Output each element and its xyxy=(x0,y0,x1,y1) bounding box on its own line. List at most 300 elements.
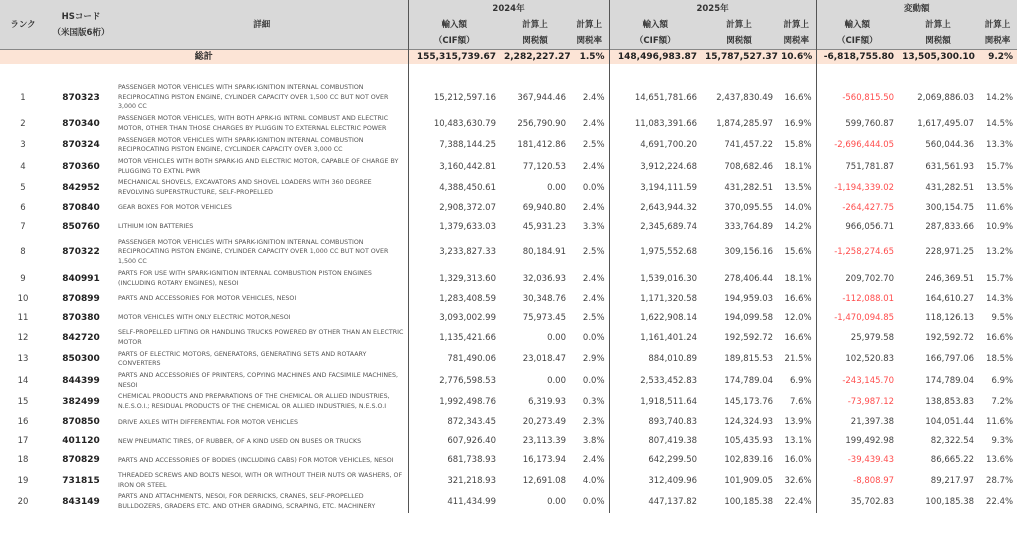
hs-code-cell: 870324 xyxy=(62,140,100,151)
cif-change-cell: -1,258,274.65 xyxy=(816,237,898,268)
tax-change-cell: 631,561.93 xyxy=(925,161,975,172)
2025-cif-header-line2: （CIF額） xyxy=(634,36,676,46)
rate-2024-cell: 2.4% xyxy=(582,161,605,172)
table-header xyxy=(0,0,1017,50)
cif-change-cell: -2,696,444.05 xyxy=(816,135,898,156)
detail-cell: PARTS AND ATTACHMENTS, NESOI, FOR DERRICKS, CRANES, SELF-PROPELLED BULLDOZERS, GRADERS ETC. AND OTHER GRADING, SCRAPING, ETC. MACHINERY xyxy=(118,493,376,510)
table-row xyxy=(0,113,1017,134)
cif-2024-cell: 2,776,598.53 xyxy=(408,370,500,391)
rate-2025-cell: 18.1% xyxy=(784,161,812,172)
cif-2025-cell: 14,651,781.66 xyxy=(609,82,701,113)
rank-cell: 1 xyxy=(20,92,26,103)
tax-change-cell: 2,069,886.03 xyxy=(917,92,975,103)
cif-2024-cell: 1,135,421.66 xyxy=(408,327,500,348)
cif-change-cell: 751,781.87 xyxy=(816,156,898,177)
tax-2024-cell: 80,184.91 xyxy=(522,247,566,258)
tax-change-cell: 174,789.04 xyxy=(925,375,975,386)
rank-cell: 15 xyxy=(17,397,29,408)
hs-code-cell: 870323 xyxy=(62,92,100,103)
cif-change-cell: -1,194,339.02 xyxy=(816,177,898,198)
rate-2024-cell: 2.4% xyxy=(582,293,605,304)
table-row xyxy=(0,413,1017,432)
rank-cell: 16 xyxy=(17,417,29,428)
table-row xyxy=(0,156,1017,177)
cif-2024-cell: 10,483,630.79 xyxy=(408,113,500,134)
rate-2024-cell: 4.0% xyxy=(582,475,605,486)
tax-2024-cell: 12,691.08 xyxy=(522,475,566,486)
rate-2025-cell: 22.4% xyxy=(784,496,812,507)
rate-change-cell: 22.4% xyxy=(986,496,1014,507)
hs-code-cell: 850300 xyxy=(62,354,100,365)
tax-2024-cell: 16,173.94 xyxy=(522,455,566,466)
rank-cell: 2 xyxy=(20,118,26,129)
2025-tax-header xyxy=(701,17,777,50)
rank-cell: 9 xyxy=(20,273,26,284)
detail-cell: PARTS OF ELECTRIC MOTORS, GENERATORS, GENERATING SETS AND ROTAARY CONVERTERS xyxy=(118,350,367,368)
cif-2025-cell: 1,975,552.68 xyxy=(609,237,701,268)
hs-code-cell: 870840 xyxy=(62,203,100,214)
tax-2025-cell: 278,406.44 xyxy=(724,273,774,284)
tax-change-cell: 86,665.22 xyxy=(930,455,975,466)
total-cif-2025: 148,496,983.87 xyxy=(609,50,701,65)
change-rate-header-line2: 関税率 xyxy=(984,36,1011,46)
hs-code-cell: 842720 xyxy=(62,332,100,343)
tax-2025-cell: 370,095.55 xyxy=(724,203,774,214)
tax-change-cell: 431,282.51 xyxy=(925,183,975,194)
year-2025-header: 2025年 xyxy=(609,0,816,17)
cif-2025-cell: 11,083,391.66 xyxy=(609,113,701,134)
rate-change-cell: 13.3% xyxy=(986,140,1014,151)
change-tax-header-line2: 関税額 xyxy=(925,36,951,46)
change-rate-header xyxy=(978,17,1017,50)
rate-change-cell: 13.6% xyxy=(986,455,1014,466)
2025-rate-header-line1: 計算上 xyxy=(783,20,810,30)
rate-2025-cell: 6.9% xyxy=(789,375,812,386)
rank-cell: 20 xyxy=(17,496,29,507)
detail-cell: PARTS FOR USE WITH SPARK-IGNITION INTERNAL COMBUSTION PISTON ENGINES (INCLUDING ROTARY ENGINES), NESOI xyxy=(118,269,372,287)
tax-2024-cell: 45,931.23 xyxy=(522,222,566,233)
cif-2024-cell: 1,379,633.03 xyxy=(408,218,500,237)
2024-rate-header-line1: 計算上 xyxy=(576,20,603,30)
cif-2025-cell: 3,194,111.59 xyxy=(609,177,701,198)
cif-2025-cell: 893,740.83 xyxy=(609,413,701,432)
total-cif-change: -6,818,755.80 xyxy=(816,50,898,65)
rate-2025-cell: 15.8% xyxy=(784,140,812,151)
table-row xyxy=(0,308,1017,327)
tax-change-cell: 164,610.27 xyxy=(925,293,975,304)
cif-change-cell: 21,397.38 xyxy=(816,413,898,432)
rank-cell: 7 xyxy=(20,222,26,233)
hs-code-cell: 870360 xyxy=(62,161,100,172)
rate-2024-cell: 3.8% xyxy=(582,436,605,447)
rate-2024-cell: 0.0% xyxy=(582,375,605,386)
change-cif-header-line2: （CIF額） xyxy=(836,36,878,46)
tax-2025-cell: 333,764.89 xyxy=(724,222,774,233)
tax-2025-cell: 145,173.76 xyxy=(724,397,774,408)
rate-2024-cell: 2.5% xyxy=(582,140,605,151)
cif-change-cell: -560,815.50 xyxy=(816,82,898,113)
tax-2024-cell: 23,018.47 xyxy=(522,354,566,365)
tax-2025-cell: 105,435.93 xyxy=(724,436,774,447)
cif-change-cell: 209,702.70 xyxy=(816,268,898,289)
rate-2025-cell: 18.1% xyxy=(784,273,812,284)
hs-code-cell: 870829 xyxy=(62,455,100,466)
cif-2025-cell: 2,533,452.83 xyxy=(609,370,701,391)
cif-2025-cell: 1,171,320.58 xyxy=(609,289,701,308)
total-tax-change: 13,505,300.10 xyxy=(898,50,978,65)
2024-cif-header-line2: （CIF額） xyxy=(433,36,475,46)
tax-change-cell: 1,617,495.07 xyxy=(917,118,975,129)
change-cif-header-line1: 輸入額 xyxy=(844,20,871,30)
year-2024-header: 2024年 xyxy=(408,0,609,17)
rate-2024-cell: 2.4% xyxy=(582,118,605,129)
2024-tax-header-line2: 関税額 xyxy=(522,36,548,46)
hs-code-cell: 731815 xyxy=(62,475,100,486)
total-rate-2025: 10.6% xyxy=(777,50,816,65)
detail-cell: PARTS AND ACCESSORIES OF BODIES (INCLUDING CABS) FOR MOTOR VEHICLES, NESOI xyxy=(118,456,394,464)
table-row xyxy=(0,391,1017,412)
tax-2024-cell: 6,319.93 xyxy=(528,397,566,408)
detail-cell: MOTOR VEHICLES WITH BOTH SPARK-IG AND ELECTRIC MOTOR, CAPABLE OF CHARGE BY PLUGGING TO EXTNL PWR xyxy=(118,157,399,175)
rate-2025-cell: 16.6% xyxy=(784,332,812,343)
change-tax-header-line1: 計算上 xyxy=(925,20,951,30)
tax-2025-cell: 1,874,285.97 xyxy=(716,118,774,129)
hs-code-cell: 382499 xyxy=(62,397,100,408)
table-row xyxy=(0,327,1017,348)
cif-change-cell: -8,808.97 xyxy=(816,470,898,491)
rate-change-cell: 15.7% xyxy=(986,273,1014,284)
rate-2024-cell: 2.5% xyxy=(582,312,605,323)
detail-cell: PASSENGER MOTOR VEHICLES WITH SPARK-IGNITION INTERNAL COMBUSTION RECIPROCATING PISTON ENGINE, CYCLINDER CAPACITY OVER 3,000 CC xyxy=(118,136,364,154)
tax-2025-cell: 2,437,830.49 xyxy=(716,92,774,103)
change-header: 変動額 xyxy=(816,0,1017,17)
cif-2024-cell: 1,283,408.59 xyxy=(408,289,500,308)
rate-2025-cell: 16.6% xyxy=(784,293,812,304)
hs-code-cell: 843149 xyxy=(62,496,100,507)
change-rate-header-line1: 計算上 xyxy=(984,20,1011,30)
cif-2024-cell: 3,233,827.33 xyxy=(408,237,500,268)
cif-2024-cell: 15,212,597.16 xyxy=(408,82,500,113)
2025-tax-header-line2: 関税額 xyxy=(726,36,752,46)
tax-2024-cell: 0.00 xyxy=(547,183,566,194)
rate-2025-cell: 16.0% xyxy=(784,455,812,466)
tax-change-cell: 138,853.83 xyxy=(925,397,975,408)
change-cif-header xyxy=(816,17,898,50)
rank-cell: 11 xyxy=(17,312,29,323)
tax-change-cell: 89,217.97 xyxy=(930,475,975,486)
cif-2024-cell: 1,992,498.76 xyxy=(408,391,500,412)
rate-2025-cell: 16.6% xyxy=(784,92,812,103)
rate-2025-cell: 12.0% xyxy=(784,312,812,323)
tax-2024-cell: 0.00 xyxy=(547,375,566,386)
tax-2025-cell: 192,592.72 xyxy=(724,332,774,343)
2025-tax-header-line1: 計算上 xyxy=(726,20,752,30)
cif-2024-cell: 681,738.93 xyxy=(408,451,500,470)
tax-2025-cell: 102,839.16 xyxy=(724,455,774,466)
rate-2024-cell: 2.4% xyxy=(582,273,605,284)
rate-change-cell: 9.3% xyxy=(991,436,1014,447)
cif-2024-cell: 872,343.45 xyxy=(408,413,500,432)
tax-2024-cell: 32,036.93 xyxy=(522,273,566,284)
rate-2025-cell: 14.2% xyxy=(784,222,812,233)
rate-2024-cell: 2.3% xyxy=(582,417,605,428)
rank-cell: 10 xyxy=(17,293,29,304)
cif-change-cell: -112,088.01 xyxy=(816,289,898,308)
rate-2024-cell: 2.9% xyxy=(582,354,605,365)
tax-2024-cell: 23,113.39 xyxy=(522,436,566,447)
rank-cell: 18 xyxy=(17,455,29,466)
hs-code-cell: 850760 xyxy=(62,222,100,233)
rate-2025-cell: 13.9% xyxy=(784,417,812,428)
rate-2024-cell: 0.0% xyxy=(582,496,605,507)
rate-2024-cell: 2.4% xyxy=(582,92,605,103)
cif-2025-cell: 312,409.96 xyxy=(609,470,701,491)
cif-change-cell: -73,987.12 xyxy=(816,391,898,412)
total-row xyxy=(0,50,1017,65)
detail-cell: PASSENGER MOTOR VEHICLES WITH SPARK-IGNITION INTERNAL COMBUSTION RECIPROCATING PISTON ENGINE, CYLINDER CAPACITY OVER 1,000 CC BUT NOT OVER 1,500 CC xyxy=(118,238,389,266)
rate-change-cell: 13.5% xyxy=(986,183,1014,194)
tax-2024-cell: 75,973.45 xyxy=(522,312,566,323)
cif-change-cell: 25,979.58 xyxy=(816,327,898,348)
detail-cell: MECHANICAL SHOVELS, EXCAVATORS AND SHOVEL LOADERS WITH 360 DEGREE REVOLVING SUPERSTRUCTURE, SELF-PROPELLED xyxy=(118,179,372,197)
tax-2024-cell: 0.00 xyxy=(547,332,566,343)
total-rate-change: 9.2% xyxy=(978,50,1017,65)
spacer-row xyxy=(0,64,1017,82)
rate-2024-cell: 2.5% xyxy=(582,247,605,258)
rate-change-cell: 14.2% xyxy=(986,92,1014,103)
tax-change-cell: 166,797.06 xyxy=(925,354,975,365)
detail-header: 詳細 xyxy=(116,0,408,50)
cif-2025-cell: 3,912,224.68 xyxy=(609,156,701,177)
table-row xyxy=(0,218,1017,237)
table-row xyxy=(0,199,1017,218)
total-label: 総計 xyxy=(0,50,408,65)
rate-change-cell: 14.3% xyxy=(986,293,1014,304)
hs-code-cell: 870322 xyxy=(62,247,100,258)
hs-code-cell: 870850 xyxy=(62,417,100,428)
rate-change-cell: 11.6% xyxy=(986,203,1014,214)
cif-2025-cell: 447,137.82 xyxy=(609,491,701,512)
tax-2024-cell: 30,348.76 xyxy=(522,293,566,304)
cif-2025-cell: 2,643,944.32 xyxy=(609,199,701,218)
detail-cell: PASSENGER MOTOR VEHICLES WITH SPARK-IGNITION INTERNAL COMBUSTION RECIPROCATING PISTON ENGINE, CYLINDER CAPACITY OVER 1,500 CC BUT NOT OVER 3,000 CC xyxy=(118,84,389,111)
2024-cif-header xyxy=(408,17,500,50)
table-row xyxy=(0,268,1017,289)
2024-rate-header-line2: 関税率 xyxy=(576,36,603,46)
2024-cif-header-line1: 輸入額 xyxy=(441,20,467,30)
tax-2025-cell: 101,909.05 xyxy=(724,475,774,486)
rate-2025-cell: 13.1% xyxy=(784,436,812,447)
tax-change-cell: 300,154.75 xyxy=(925,203,975,214)
rate-change-cell: 10.9% xyxy=(986,222,1014,233)
rank-cell: 8 xyxy=(20,247,26,258)
change-tax-header xyxy=(898,17,978,50)
table-row xyxy=(0,451,1017,470)
total-cif-2024: 155,315,739.67 xyxy=(408,50,500,65)
cif-2025-cell: 1,161,401.24 xyxy=(609,327,701,348)
cif-2024-cell: 2,908,372.07 xyxy=(408,199,500,218)
rate-change-cell: 16.6% xyxy=(986,332,1014,343)
total-tax-2025: 15,787,527.37 xyxy=(701,50,777,65)
total-tax-2024: 2,282,227.27 xyxy=(500,50,570,65)
2025-rate-header-line2: 関税率 xyxy=(783,36,810,46)
cif-2024-cell: 7,388,144.25 xyxy=(408,135,500,156)
rate-change-cell: 28.7% xyxy=(986,475,1014,486)
rate-2024-cell: 2.4% xyxy=(582,455,605,466)
cif-2025-cell: 4,691,700.20 xyxy=(609,135,701,156)
cif-2025-cell: 2,345,689.74 xyxy=(609,218,701,237)
rate-2024-cell: 0.0% xyxy=(582,183,605,194)
cif-2024-cell: 3,160,442.81 xyxy=(408,156,500,177)
rate-change-cell: 9.5% xyxy=(991,312,1014,323)
rate-change-cell: 11.6% xyxy=(986,417,1014,428)
rate-change-cell: 13.2% xyxy=(986,247,1014,258)
tax-2024-cell: 20,273.49 xyxy=(522,417,566,428)
tax-2025-cell: 174,789.04 xyxy=(724,375,774,386)
rate-change-cell: 6.9% xyxy=(991,375,1014,386)
cif-2024-cell: 1,329,313.60 xyxy=(408,268,500,289)
rate-2025-cell: 7.6% xyxy=(789,397,812,408)
tax-2025-cell: 309,156.16 xyxy=(724,247,774,258)
detail-cell: PASSENGER MOTOR VEHICLES, WITH BOTH APRK-IG INTRNL COMBUST AND ELECTRIC MOTOR, OTHER THAN THOSE CHARGES BY PLUGGIN TO EXTERNAL ELECTRIC POWER xyxy=(118,115,389,132)
table-row xyxy=(0,432,1017,451)
detail-cell: MOTOR VEHICLES WITH ONLY ELECTRIC MOTOR,NESOI xyxy=(118,313,291,321)
tax-2025-cell: 100,185.38 xyxy=(724,496,774,507)
table-row xyxy=(0,289,1017,308)
table-row xyxy=(0,470,1017,491)
detail-cell: PARTS AND ACCESSORIES OF PRINTERS, COPYING MACHINES AND FACSIMILE MACHINES, NESOI xyxy=(118,372,399,389)
rank-header: ランク xyxy=(0,0,46,50)
tax-2025-cell: 708,682.46 xyxy=(724,161,774,172)
tax-change-cell: 100,185.38 xyxy=(925,496,975,507)
cif-2025-cell: 807,419.38 xyxy=(609,432,701,451)
cif-2025-cell: 1,622,908.14 xyxy=(609,308,701,327)
rank-cell: 17 xyxy=(17,436,29,447)
hs-code-cell: 870380 xyxy=(62,312,100,323)
cif-2024-cell: 607,926.40 xyxy=(408,432,500,451)
rate-2025-cell: 32.6% xyxy=(784,475,812,486)
2025-rate-header xyxy=(777,17,816,50)
cif-change-cell: 199,492.98 xyxy=(816,432,898,451)
rate-2025-cell: 21.5% xyxy=(784,354,812,365)
table-row xyxy=(0,349,1017,370)
cif-change-cell: -1,470,094.85 xyxy=(816,308,898,327)
rank-cell: 12 xyxy=(17,332,29,343)
2025-cif-header xyxy=(609,17,701,50)
cif-change-cell: -39,439.43 xyxy=(816,451,898,470)
total-rate-2024: 1.5% xyxy=(570,50,609,65)
tax-change-cell: 192,592.72 xyxy=(925,332,975,343)
tax-2025-cell: 741,457.22 xyxy=(724,140,774,151)
tax-2024-cell: 69,940.80 xyxy=(522,203,566,214)
rank-cell: 5 xyxy=(20,183,26,194)
rate-2024-cell: 0.3% xyxy=(582,397,605,408)
detail-cell: NEW PNEUMATIC TIRES, OF RUBBER, OF A KIND USED ON BUSES OR TRUCKS xyxy=(118,437,362,445)
rate-2025-cell: 15.6% xyxy=(784,247,812,258)
table-row xyxy=(0,135,1017,156)
cif-change-cell: 599,760.87 xyxy=(816,113,898,134)
tax-change-cell: 560,044.36 xyxy=(925,140,975,151)
tax-2025-cell: 189,815.53 xyxy=(724,354,774,365)
cif-2024-cell: 321,218.93 xyxy=(408,470,500,491)
cif-change-cell: -264,427.75 xyxy=(816,199,898,218)
tax-change-cell: 118,126.13 xyxy=(925,312,975,323)
rank-cell: 14 xyxy=(17,375,29,386)
tax-2024-cell: 181,412.86 xyxy=(517,140,566,151)
cif-2024-cell: 3,093,002.99 xyxy=(408,308,500,327)
table-row xyxy=(0,177,1017,198)
rate-2024-cell: 2.4% xyxy=(582,203,605,214)
tax-2025-cell: 431,282.51 xyxy=(724,183,774,194)
rank-cell: 6 xyxy=(20,203,26,214)
cif-change-cell: 102,520.83 xyxy=(816,349,898,370)
detail-cell: THREADED SCREWS AND BOLTS NESOI, WITH OR WITHOUT THEIR NUTS OR WASHERS, OF IRON OR STEEL xyxy=(118,471,403,489)
cif-change-cell: 966,056.71 xyxy=(816,218,898,237)
cif-2025-cell: 1,539,016.30 xyxy=(609,268,701,289)
rank-cell: 4 xyxy=(20,161,26,172)
tax-change-cell: 246,369.51 xyxy=(925,273,975,284)
hs-code-header xyxy=(46,0,116,50)
tax-2024-cell: 77,120.53 xyxy=(522,161,566,172)
rate-2025-cell: 16.9% xyxy=(784,118,812,129)
tax-change-cell: 82,322.54 xyxy=(930,436,975,447)
cif-change-cell: 35,702.83 xyxy=(816,491,898,512)
hs-code-cell: 840991 xyxy=(62,273,100,284)
hs-code-header-label: HSコード xyxy=(61,11,101,22)
tax-2024-cell: 0.00 xyxy=(547,496,566,507)
cif-2025-cell: 642,299.50 xyxy=(609,451,701,470)
tax-2025-cell: 194,959.03 xyxy=(724,293,774,304)
2024-tax-header-line1: 計算上 xyxy=(522,20,548,30)
rate-change-cell: 18.5% xyxy=(986,354,1014,365)
tax-change-cell: 104,051.44 xyxy=(925,417,975,428)
tax-change-cell: 287,833.66 xyxy=(925,222,975,233)
hs-code-cell: 842952 xyxy=(62,183,100,194)
table-row xyxy=(0,82,1017,113)
tax-2025-cell: 194,099.58 xyxy=(724,312,774,323)
cif-2024-cell: 411,434.99 xyxy=(408,491,500,512)
rank-cell: 19 xyxy=(17,475,29,486)
rate-2024-cell: 3.3% xyxy=(582,222,605,233)
cif-2024-cell: 4,388,450.61 xyxy=(408,177,500,198)
detail-cell: SELF-PROPELLED LIFTING OR HANDLING TRUCKS POWERED BY OTHER THAN AN ELECTRIC MOTOR xyxy=(118,329,404,346)
detail-cell: DRIVE AXLES WITH DIFFERENTIAL FOR MOTOR VEHICLES xyxy=(118,418,298,426)
table-row xyxy=(0,370,1017,391)
hs-code-cell: 401120 xyxy=(62,436,100,447)
2024-rate-header xyxy=(570,17,609,50)
tax-2024-cell: 367,944.46 xyxy=(517,92,566,103)
rank-cell: 3 xyxy=(20,140,26,151)
2025-cif-header-line1: 輸入額 xyxy=(642,20,669,30)
detail-cell: GEAR BOXES FOR MOTOR VEHICLES xyxy=(118,204,232,212)
rate-change-cell: 7.2% xyxy=(991,397,1014,408)
cif-change-cell: -243,145.70 xyxy=(816,370,898,391)
table-row xyxy=(0,491,1017,512)
hs-code-cell: 870340 xyxy=(62,118,100,129)
rate-2024-cell: 0.0% xyxy=(582,332,605,343)
table-row xyxy=(0,237,1017,268)
rank-cell: 13 xyxy=(17,354,29,365)
2024-tax-header xyxy=(500,17,570,50)
rate-change-cell: 15.7% xyxy=(986,161,1014,172)
detail-cell: LITHIUM ION BATTERIES xyxy=(118,223,194,231)
tax-change-cell: 228,971.25 xyxy=(925,247,975,258)
rate-change-cell: 14.5% xyxy=(986,118,1014,129)
cif-2024-cell: 781,490.06 xyxy=(408,349,500,370)
hs-code-cell: 844399 xyxy=(62,375,100,386)
rate-2025-cell: 13.5% xyxy=(784,183,812,194)
cif-2025-cell: 884,010.89 xyxy=(609,349,701,370)
